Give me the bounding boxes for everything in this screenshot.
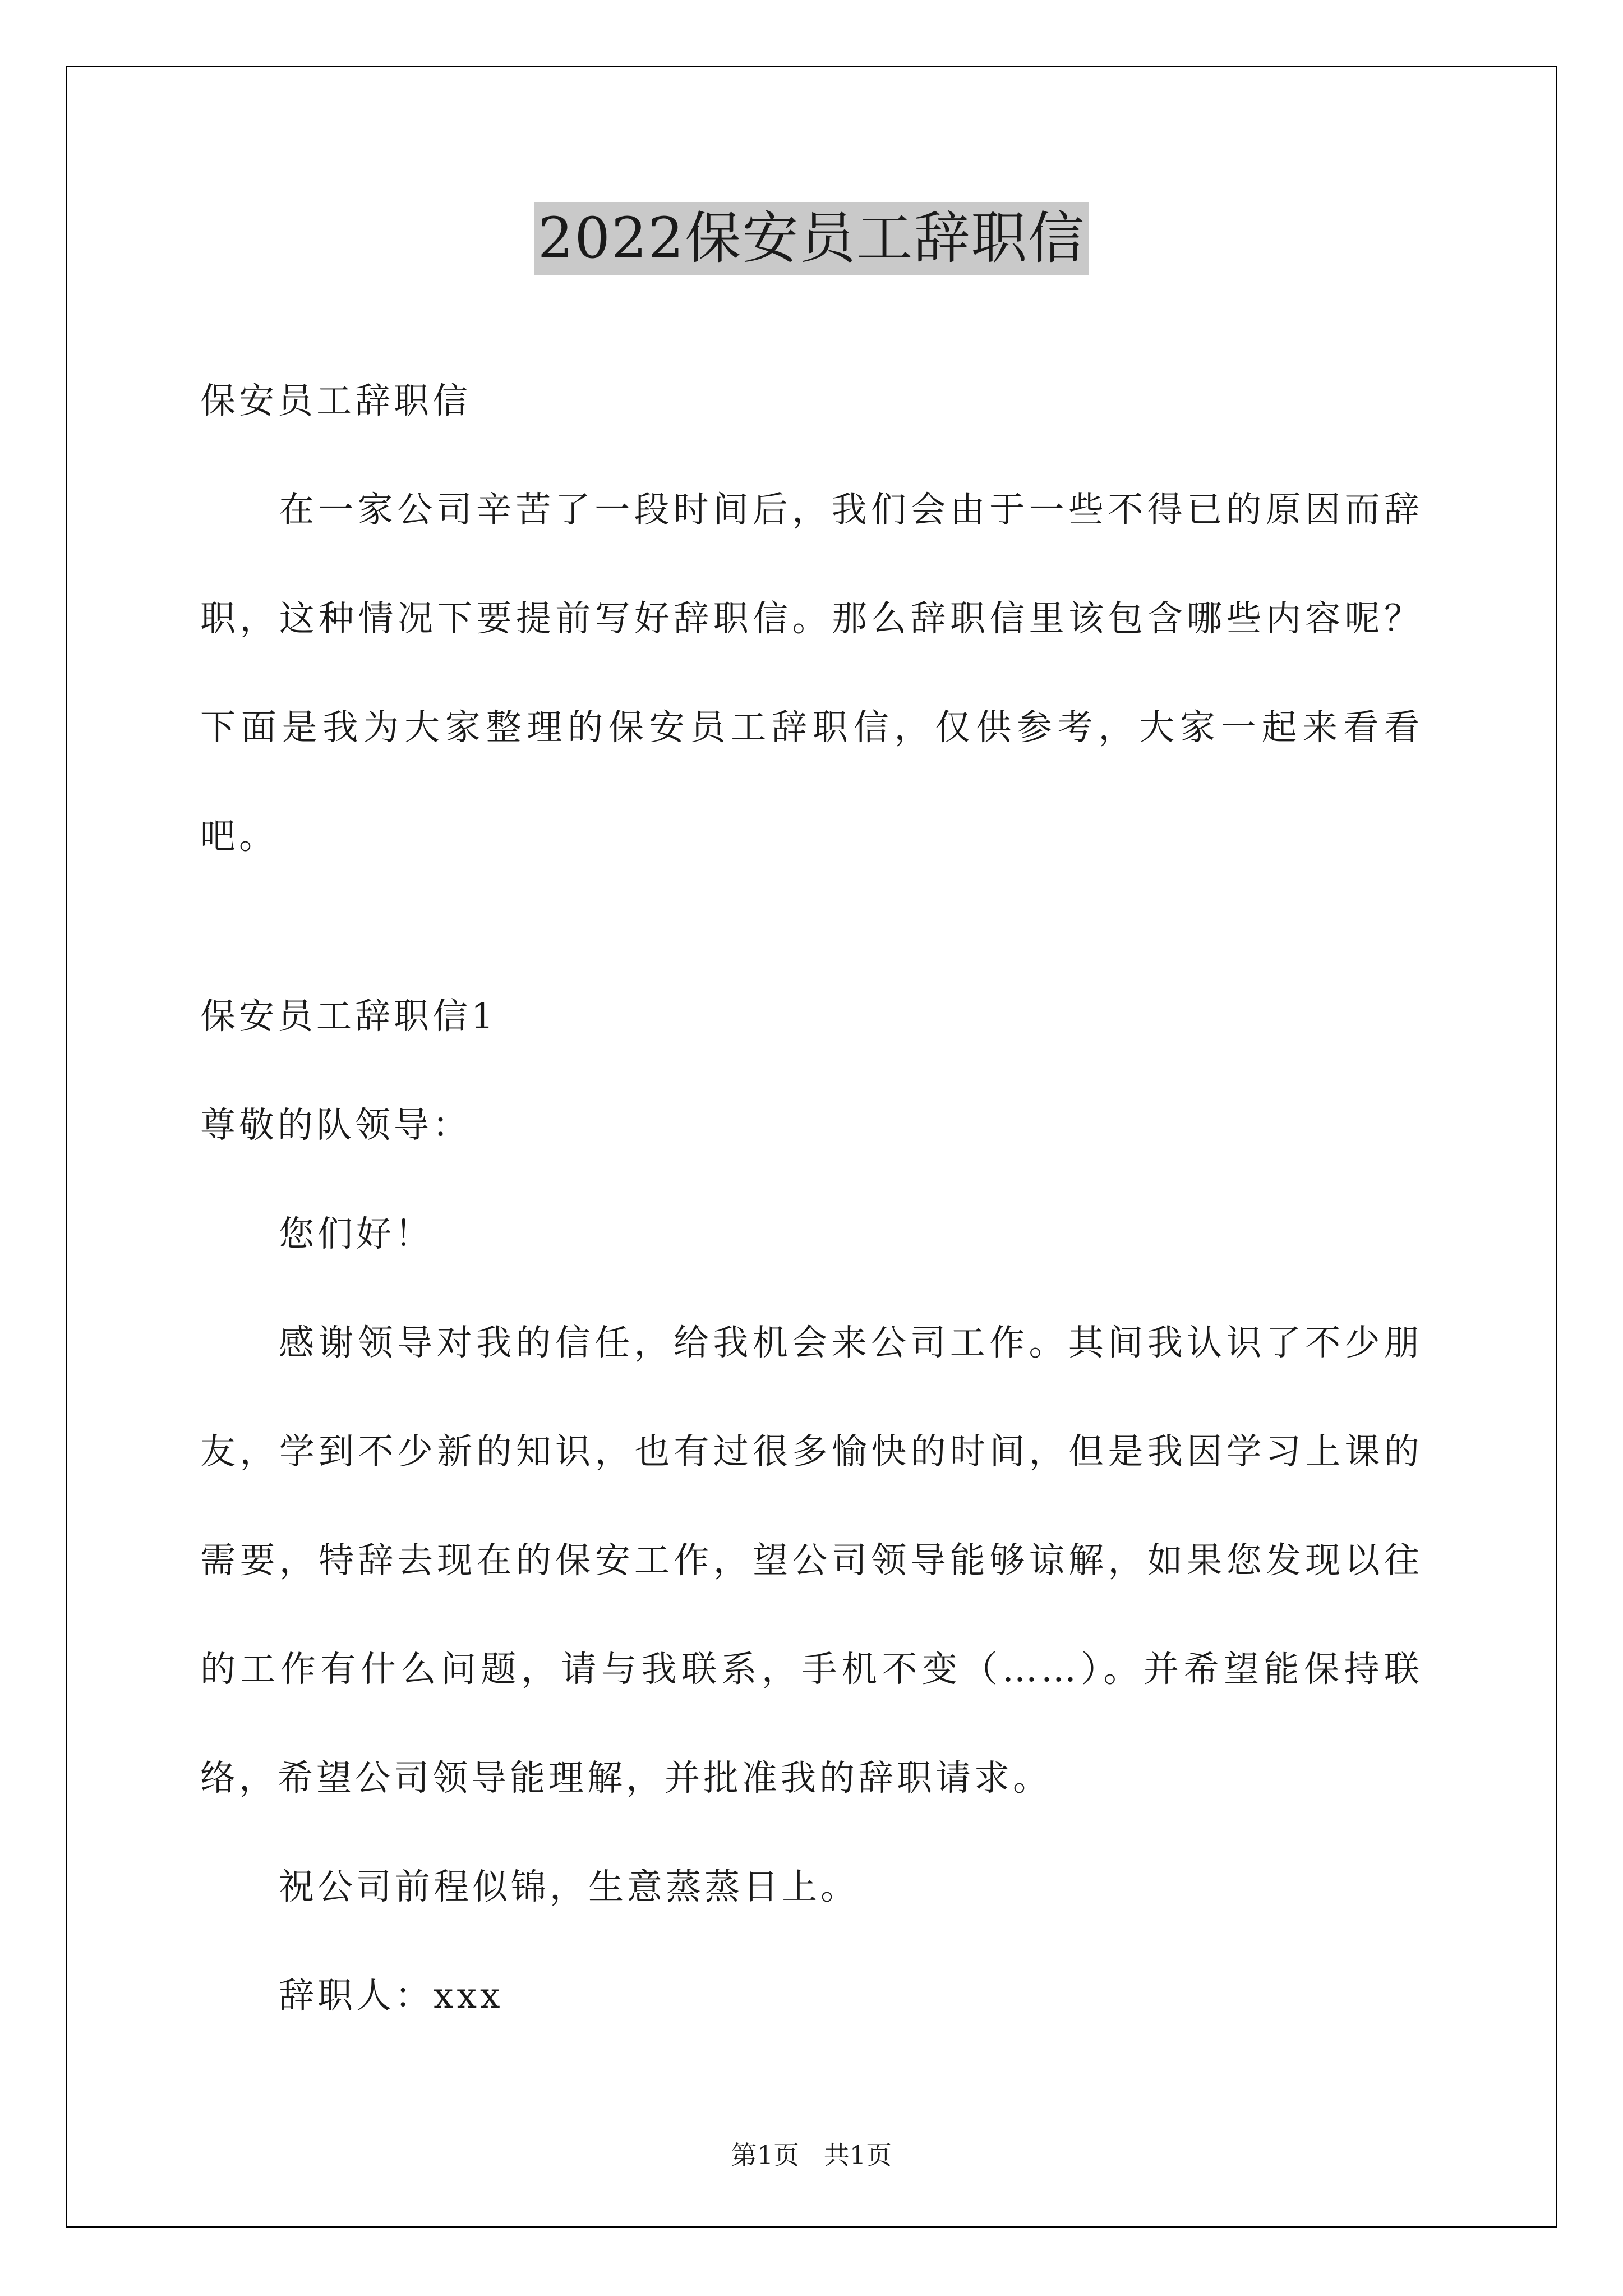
letter-section xyxy=(200,962,1423,2050)
title-container xyxy=(0,202,1623,275)
closing-line: 祝公司前程似锦，生意蒸蒸日上。 xyxy=(279,1866,859,1907)
greeting: 您们好！ xyxy=(279,1213,434,1254)
intro-paragraph: 在一家公司辛苦了一段时间后，我们会由于一些不得已的原因而辞职，这种情况下要提前写好辞职信。那么辞职信里该包含哪些内容呢？下面是我为大家整理的保安员工辞职信，仅供参考，大家一起来看看吧。 xyxy=(200,489,1423,857)
letter-body: 感谢领导对我的信任，给我机会来公司工作。其间我认识了不少朋友，学到不少新的知识，也有过很多愉快的时间，但是我因学习上课的需要，特辞去现在的保安工作，望公司领导能够谅解，如果您发现以往的工作有什么问题，请与我联系，手机不变（……）。并希望能保持联络，希望公司领导能理解，并批准我的辞职请求。 xyxy=(200,1322,1423,1798)
page-footer: 第1页 共1页 xyxy=(731,2140,892,2170)
intro-section xyxy=(200,347,1423,891)
salutation: 尊敬的队领导： xyxy=(200,1105,471,1145)
letter-heading: 保安员工辞职信1 xyxy=(200,996,497,1037)
document-title: 2022保安员工辞职信 xyxy=(534,202,1089,275)
signature: 辞职人：xxx xyxy=(279,1975,504,2016)
document-subtitle: 保安员工辞职信 xyxy=(200,380,471,421)
